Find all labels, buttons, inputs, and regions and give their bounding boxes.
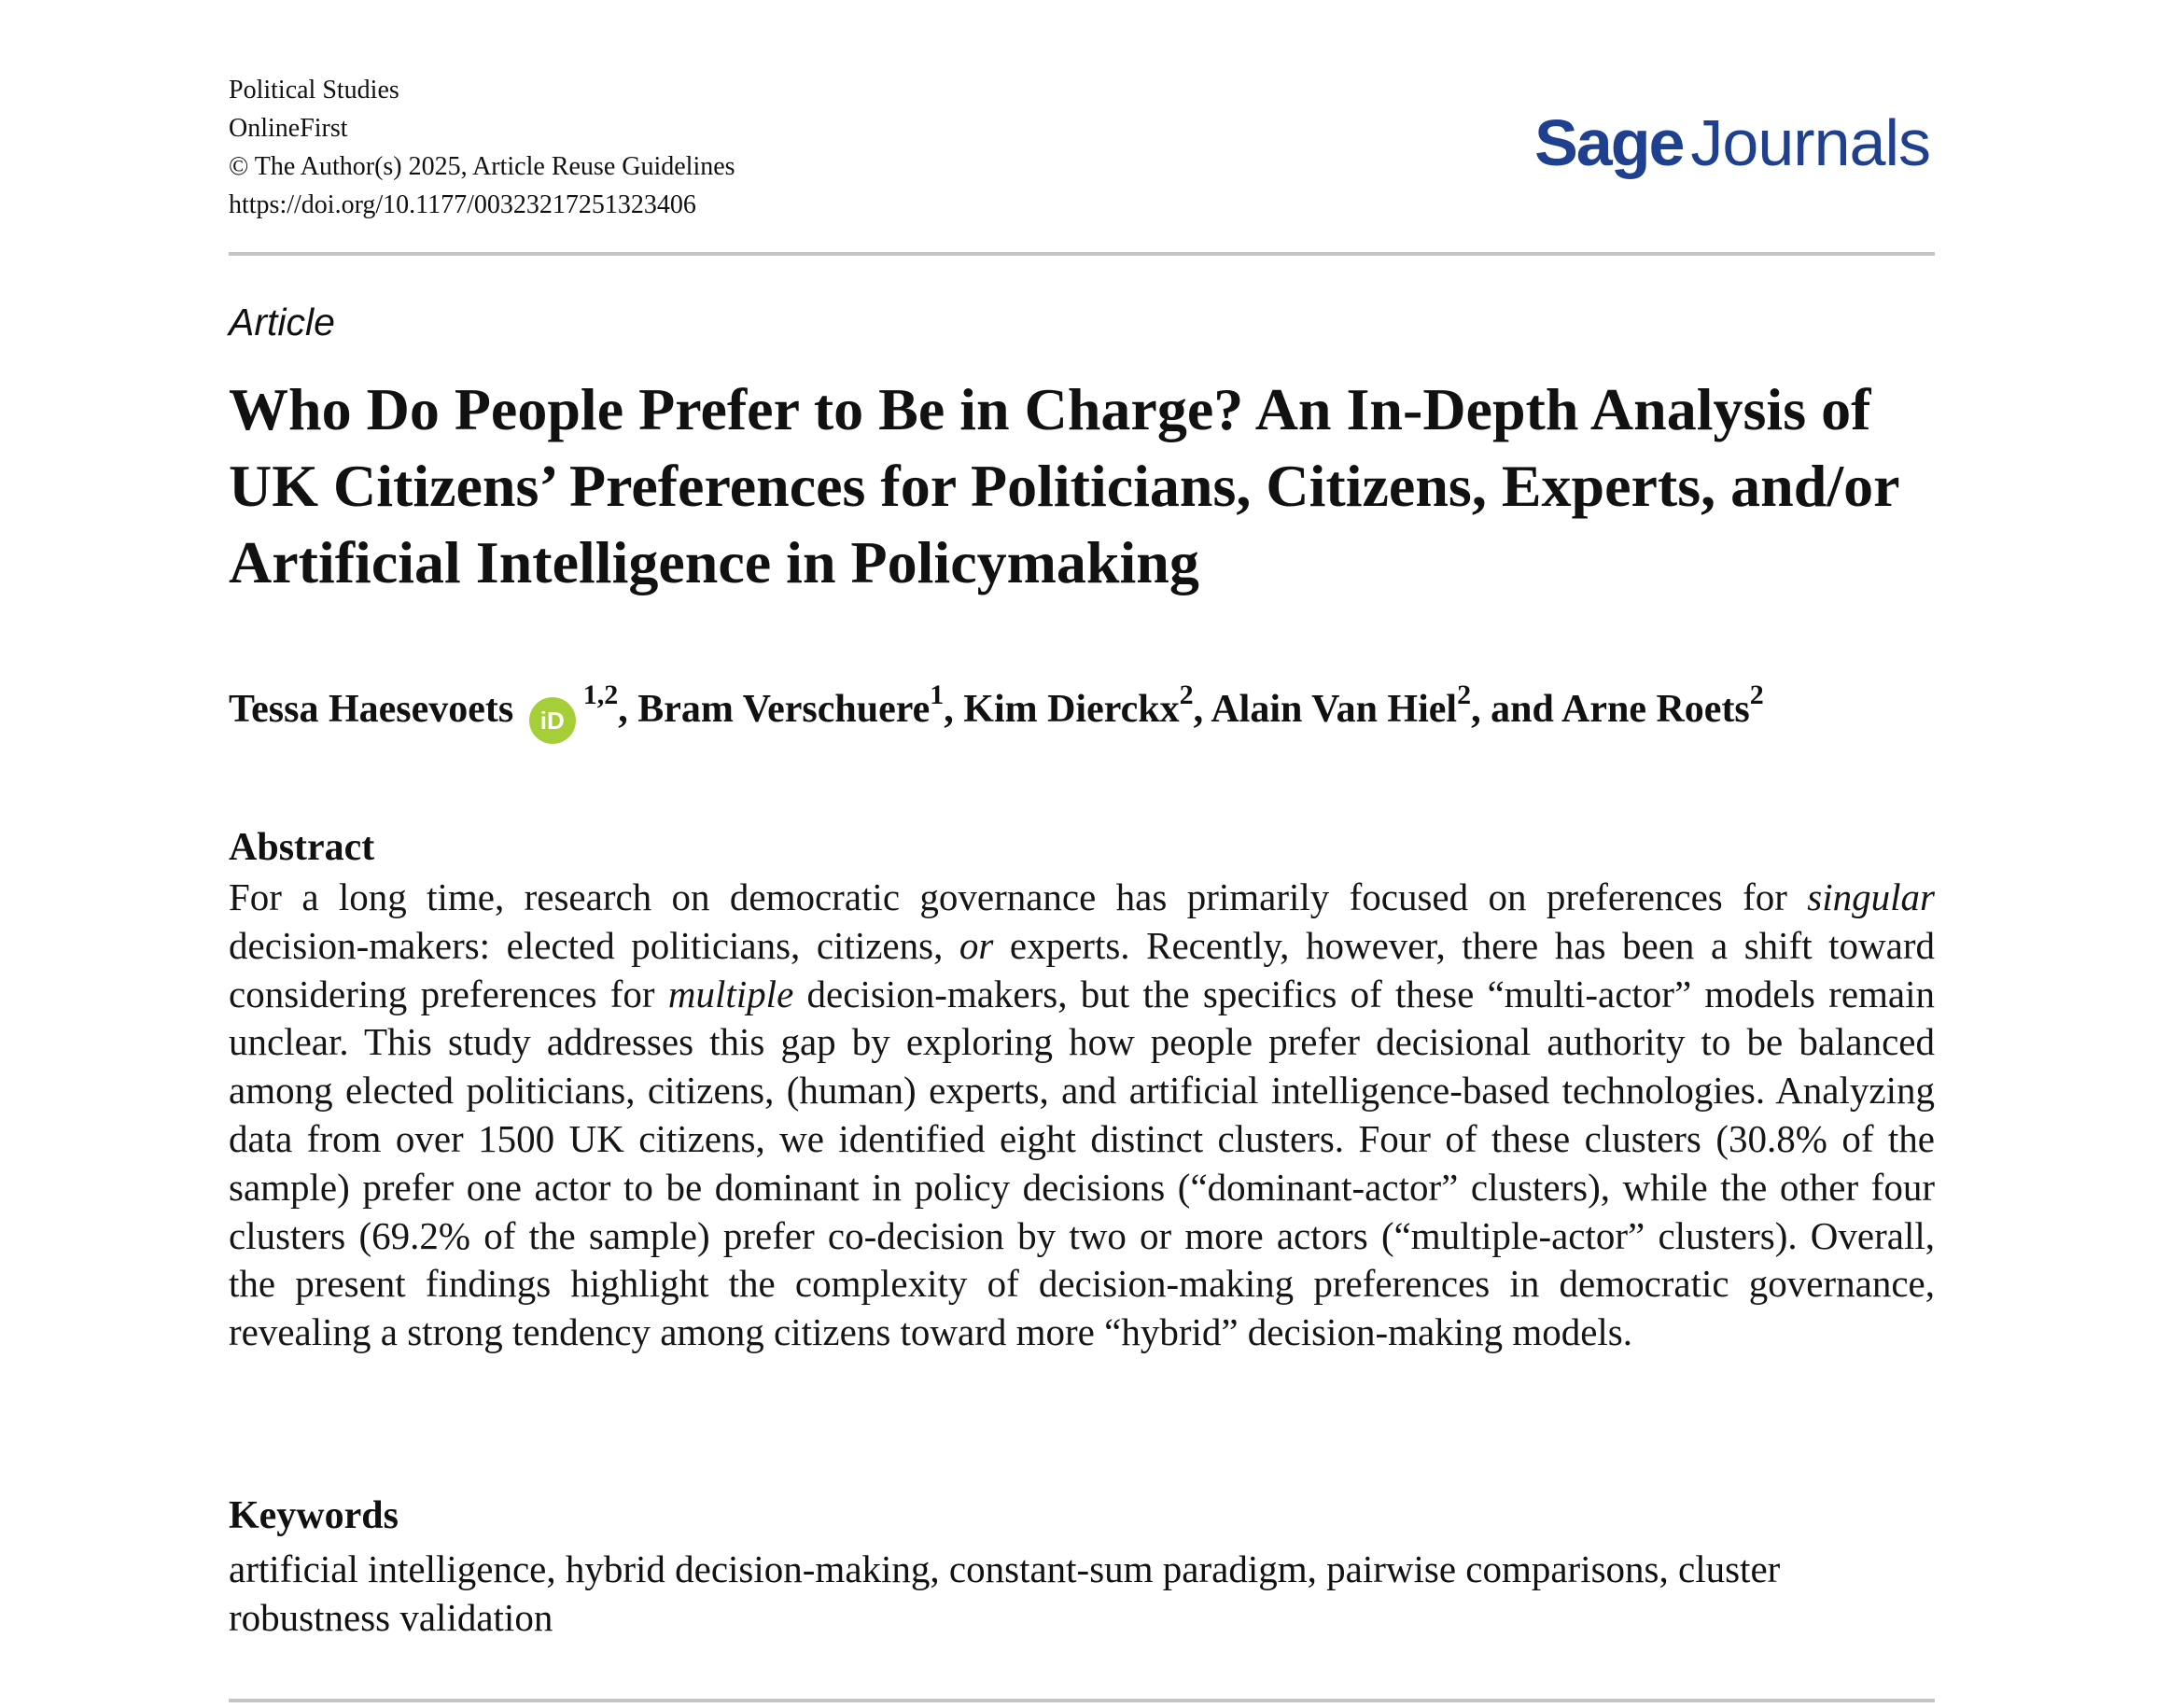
issue-label: OnlineFirst bbox=[229, 114, 348, 143]
footer-divider bbox=[229, 1699, 1935, 1702]
abstract-body bbox=[229, 874, 1935, 1357]
article-title: Who Do People Prefer to Be in Charge? An In-Depth Analysis of UK Citizens’ Preferences for Politicians, Citizens, Experts, and/or Artificial Intelligence in Policymaking bbox=[229, 376, 1899, 595]
abstract-heading: Abstract bbox=[229, 826, 375, 869]
orcid-icon[interactable]: iD bbox=[529, 697, 576, 744]
keywords-list: artificial intelligence, hybrid decision-making, constant-sum paradigm, pairwise comparisons, cluster robustness validation bbox=[229, 1547, 1781, 1639]
abstract-text: decision-makers: elected politicians, citizens, bbox=[229, 923, 959, 967]
author-list bbox=[229, 679, 1764, 744]
author-affiliation: 2 bbox=[1457, 679, 1472, 710]
logo-sage: Sage bbox=[1534, 106, 1684, 179]
author-separator: , bbox=[1193, 688, 1211, 731]
keywords-heading: Keywords bbox=[229, 1494, 399, 1537]
author-affiliation: 2 bbox=[1179, 679, 1194, 710]
abstract-text: experts. Recently, however, there has been a shift toward considering preferences for bbox=[229, 923, 1935, 1015]
copyright-line: © The Author(s) 2025, Article Reuse Guidelines bbox=[229, 152, 735, 181]
author-affiliation: 2 bbox=[1749, 679, 1764, 710]
author-separator: , bbox=[944, 688, 964, 731]
author-name[interactable]: Tessa Haesevoets bbox=[229, 688, 514, 731]
author-affiliation: 1 bbox=[930, 679, 945, 710]
author-name[interactable]: Arne Roets bbox=[1561, 688, 1750, 731]
journal-meta bbox=[229, 71, 735, 224]
journal-name: Political Studies bbox=[229, 76, 399, 105]
abstract-text: For a long time, research on democratic governance has primarily focused on preferences for bbox=[229, 875, 1808, 918]
author-separator: , bbox=[618, 688, 638, 731]
header-divider bbox=[229, 252, 1935, 256]
abstract-text: decision-makers, but the specifics of these “multi-actor” models remain unclear. This study addresses this gap by exploring how people prefer decisional authority to be balanced among elected politicians, citizens, (human) experts, and artificial intelligence-based technologies. Analyzing data from over 1500 UK citizens, we identified eight distinct clusters. Four of these clusters (30.8% of the sample) prefer one actor to be dominant in policy decisions (“dominant-actor” clusters), while the other four clusters (69.2% of the sample) prefer co-decision by two or more actors (“multiple-actor” clusters). Overall, the present findings highlight the complexity of decision-making preferences in democratic governance, revealing a strong tendency among citizens toward more “hybrid” decision-making models. bbox=[229, 972, 1935, 1354]
abstract-emphasis: singular bbox=[1807, 875, 1935, 918]
author-name[interactable]: Bram Verschuere bbox=[637, 688, 931, 731]
author-name[interactable]: Kim Dierckx bbox=[963, 688, 1180, 731]
article-type: Article bbox=[229, 301, 335, 343]
sage-journals-logo[interactable] bbox=[1534, 106, 1930, 179]
author-name[interactable]: Alain Van Hiel bbox=[1211, 688, 1458, 731]
abstract-emphasis: multiple bbox=[667, 972, 794, 1015]
author-separator: , and bbox=[1471, 688, 1561, 731]
doi-link[interactable]: https://doi.org/10.1177/00323217251323406 bbox=[229, 190, 696, 219]
author-affiliation: 1,2 bbox=[582, 679, 619, 710]
abstract-emphasis: or bbox=[959, 923, 994, 967]
logo-journals: Journals bbox=[1690, 106, 1930, 179]
